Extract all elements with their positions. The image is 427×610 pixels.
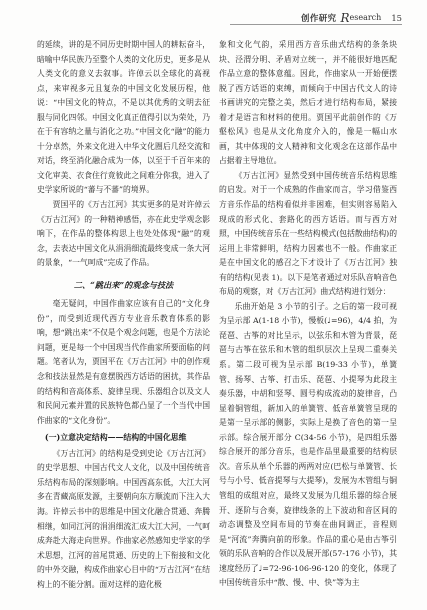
paragraph: 贾国平的《万古江河》其实更多的是对许倬云《万古江河》的一种精神感悟，亦在此史学观念影响下，在作品的整体构思上也处处体现“融”的观念，去表达中国文化从涓涓细流最终变成一条大河的景象，“一气呵成”完成了作品。 [37,200,210,268]
section-label-cn: 创作研究 [300,13,337,23]
section-label-en-initial: R [340,11,350,25]
paragraph: 《万古江河》显然受到中国传统音乐结构思维的启发。对于一个成熟的作曲家而言，学习借鉴西方音乐作品的结构看似并非困难，但实则容易陷入现成的形式化、套路化的西方话语。而与西方对照，中国传统音乐在一些结构模式(包括散曲结构)的运用上非常鲜明，结构力因素也不一般。作曲家正是在中国文化的感召之下才设计了《万古江河》独有的结构(见表 1)。以下是笔者通过对乐队音响音色布局的观察，对《万古江河》曲式结构进行划分： [219,170,397,297]
page-number: 15 [391,13,402,23]
subsection-heading: (一)立意决定结构——结构的中国化思维 [44,433,187,443]
paragraph-continuation: 象和文化气韵，采用西方音乐曲式结构的条条块块、泾渭分明、矛盾对立统一，并不能很好地匹配作品立意的整体意蕴。因此，作曲家从一开始便摆脱了西方话语的束缚，而倾向于中国古代文人的诗书画讲究的完整之美，然后才进行结构布局，紧接着才是语言和材料的使用。贾国平此前创作的《万壑松风》也是从文化角度介入的，像是一幅山水画，其中体现的文人精神和文化观念在这部作品中占据着主导地位。 [219,40,397,166]
paragraph-continuation: 的延续，讲的是不同历史时期中国人的耕耘奋斗，暗喻中华民族乃至整个人类的文化历史，更多是从人类文化的意义去叙事。许倬云以全球化的高视点，来审视多元且复杂的中国文化发展历程，他说：“中国文化的特点，不是以其优秀的文明去征服与同化四邻。中国文化真正值得引以为荣处，乃在于有容纳之量与消化之功。”中国文化“融”的能力十分卓然，外来文化进入中华文化圈后几经交流和对话，终至消化融合成为一体，以至于千百年来的文化审美、衣食住行竟彼此之间难分你我，进入了史学家所说的“蕃与不蕃”的境界。 [37,40,210,195]
section-heading: 二、“跳出来”的观念与技法 [73,279,174,290]
running-header [230,6,402,25]
section-label-en: esearch [349,13,382,22]
right-column [219,38,397,600]
paragraph: 毫无疑问，中国作曲家应该有自己的“文化身份”，而受到近现代西方专业音乐教育体系的影响，想“跳出来”不仅是个观念问题，也是个方法论问题，更是每一个中国现当代作曲家所要面临的问题。笔者认为，贾国平在《万古江河》中的创作观念和技法显然是有意摆脱西方话语的困扰，其作品的结构和音高体系、旋律呈现、乐器组合以及文人和民间元素并置的民族特色都凸显了一个当代中国作曲家的“文化身份”。 [37,299,210,425]
paragraph: 《万古江河》的结构是受到史论《万古江河》的史学思想、中国古代文人文化，以及中国传统音乐结构布局的深刻影响。中国西高东低，大江大河多在青藏高原发源，主要朝向东方顺流而下注入大海。许倬云书中的思维是中国文化融合贯通、奔腾相继，如同江河的涓涓细流汇成大江大河，一气呵成奔赴大海走向世界。作曲家必然感知史学家的学术思想，江河的首尾贯通、历史的上下衔接和文化的中外交融，构成作曲家心目中的“万古江河”在结构上的不能分割。面对这样的造化极 [37,448,210,589]
paragraph: 乐曲开始是 3 小节的引子。之后的第一段可视为呈示部 A(1-18 小节)，慢板(♩=96)，4/4 拍，为琵琶、古筝的对比呈示，以弦乐和木管为背景，琵琶与古筝在弦乐和木管的组织层次上呈现二重奏关系。第二段可视为呈示部 B(19-33 小节)，单簧管、扬琴、古筝、打击乐、琵琶、小提琴为此段主奏乐器，中胡和竖琴、圆号构成流动的旋律音，凸显着铜管组，新加入的单簧管、低音单簧管呈现的是第一呈示部的侧影，实际上是换了音色的第一呈示部。综合展开部分 C(34-56 小节)，是四组乐器综合展开的部分音乐，也是作品里最重要的结构层次。音乐从单个乐器的两两对应(巴松与单簧管、长号与小号、低音提琴与大提琴)，发展为木管组与铜管组的成组对应，最终又发展为几组乐器的综合展开、逐阶与合奏，旋律线条的上下波动和音区间的动态调整及空间布局的节奏在曲间调正，音程则是“河流”奔腾向前的形象。作品的重心是由古筝引领的乐队音响的合作以及展开部(57-176 小节)，其速度经历了♩=72-96-106-96-120 的变化，体现了中国传统音乐中“散、慢、中、快”等为主 [219,301,397,588]
left-column [37,38,210,600]
